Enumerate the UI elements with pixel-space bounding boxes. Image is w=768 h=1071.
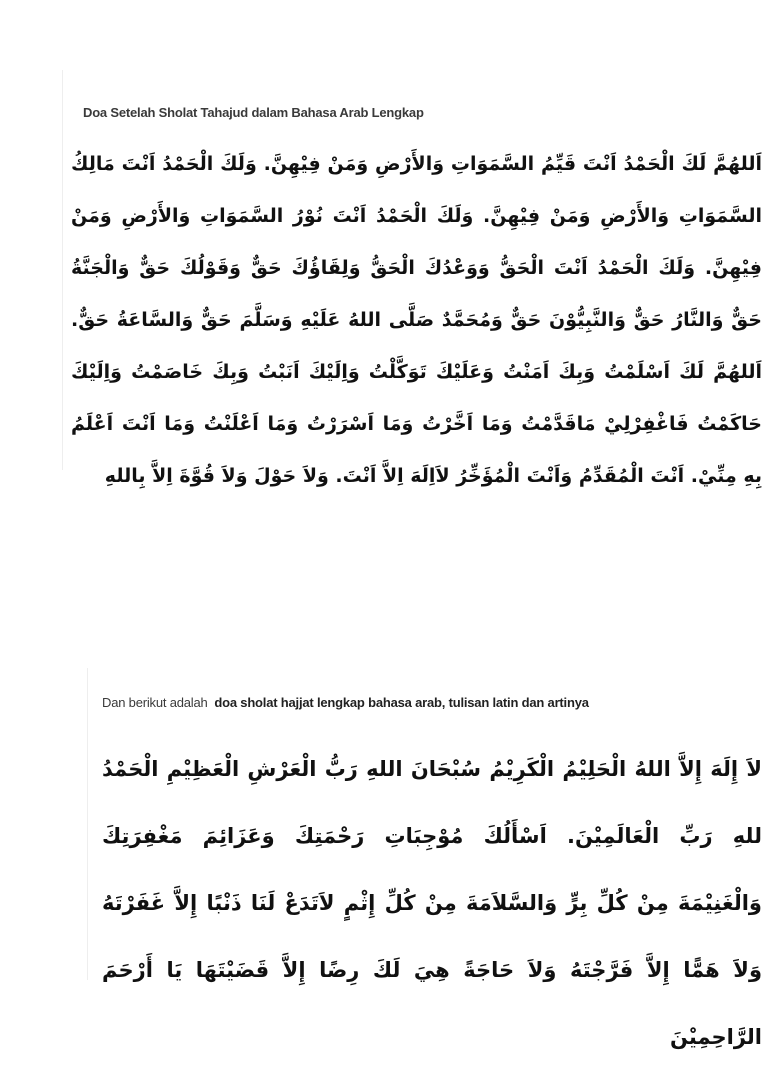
arabic-prayer-text: اَللهُمَّ لَكَ الْحَمْدُ اَنْتَ قَيِّمُ السَّمَوَاتِ وَالأَرْضِ وَمَنْ فِيْهِنَّ. وَلَكَ الْحَمْدُ اَنْتَ مَالِكُ السَّمَوَاتِ وَالأَرْضِ وَمَنْ فِيْهِنَّ. وَلَكَ الْحَمْدُ اَنْتَ نُوْرُ السَّمَوَاتِ وَالأَرْضِ وَمَنْ فِيْهِنَّ. وَلَكَ الْحَمْدُ اَنْتَ الْحَقُّ وَوَعْدُكَ الْحَقُّ وَلِقَاؤُكَ حَقٌّ وَقَوْلُكَ حَقٌّ وَالْجَنَّةُ حَقٌّ وَالنَّارُ حَقٌّ وَالنَّبِيُّوْنَ حَقٌّ وَمُحَمَّدٌ صَلَّى اللهُ عَلَيْهِ وَسَلَّمَ حَقٌّ وَالسَّاعَةُ حَقٌّ. اَللهُمَّ لَكَ اَسْلَمْتُ وَبِكَ اَمَنْتُ وَعَلَيْكَ تَوَكَّلْتُ وَاِلَيْكَ اَنَبْتُ وَبِكَ خَاصَمْتُ وَاِلَيْكَ حَاكَمْتُ فَاغْفِرْلِيْ مَاقَدَّمْتُ وَمَا اَخَّرْتُ وَمَا اَسْرَرْتُ وَمَا اَعْلَنْتُ وَمَا اَنْتَ اَعْلَمُ بِهِ مِنِّيْ. اَنْتَ الْمُقَدِّمُ وَاَنْتَ الْمُؤَخِّرُ لاَاِلَهَ اِلاَّ اَنْتَ. وَلاَ حَوْلَ وَلاَ قُوَّةَ اِلاَّ بِاللهِ	[71, 153, 762, 487]
section-heading: Doa Setelah Sholat Tahajud dalam Bahasa Arab Lengkap	[83, 105, 424, 120]
arabic-prayer-text: لاَ إِلَهَ إِلاَّ اللهُ الْحَلِيْمُ الْكَرِيْمُ سُبْحَانَ اللهِ رَبُّ الْعَرْشِ الْعَظِيْمِ الْحَمْدُ للهِ رَبِّ الْعَالَمِيْنَ. اَسْأَلُكَ مُوْجِبَاتِ رَحْمَتِكَ وَعَزَائِمَ مَغْفِرَتِكَ وَالْغَنِيْمَةَ مِنْ كُلِّ بِرٍّ وَالسَّلاَمَةَ مِنْ كُلِّ إِثْمٍ لاَتَدَعْ لَنَا ذَنْبًا إِلاَّ غَفَرْتَهُ وَلاَ هَمًّا إِلاَّ فَرَّجْتَهُ وَلاَ حَاجَةً هِيَ لَكَ رِضًا إِلاَّ قَضَيْتَهَا يَا أَرْحَمَ الرَّاحِمِيْنَ	[102, 757, 762, 1049]
doa-hajat-section	[88, 668, 768, 1049]
section-heading	[102, 695, 589, 710]
heading-bold-text: doa sholat hajjat lengkap bahasa arab, tulisan latin dan artinya	[214, 695, 589, 710]
doa-tahajud-section	[63, 70, 768, 487]
heading-prefix: Dan berikut adalah	[102, 695, 208, 710]
